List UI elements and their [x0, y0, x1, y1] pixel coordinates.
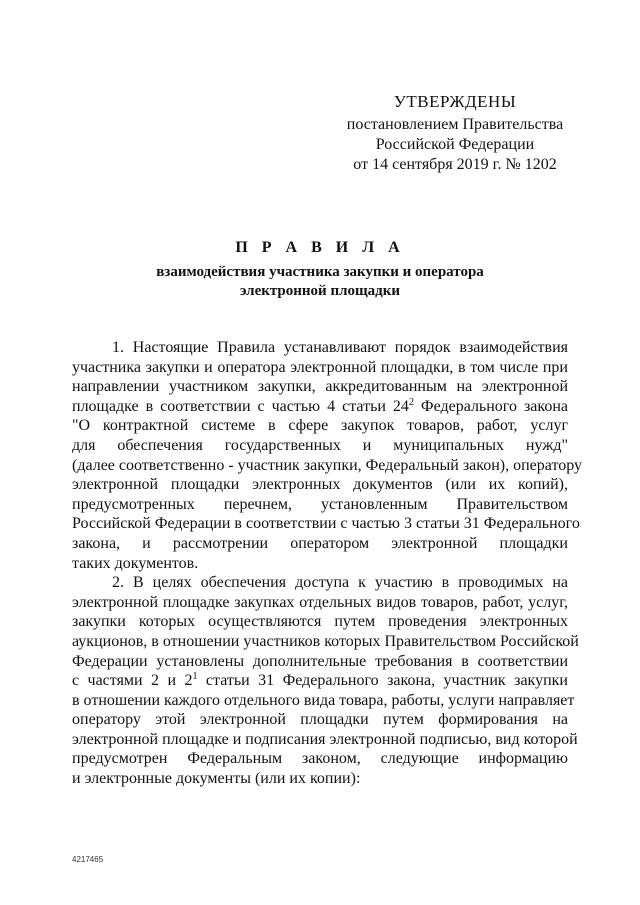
paragraph-2-text: с частями 2 и 2	[72, 672, 193, 690]
paragraph-2-text: статьи 31 Федерального закона, участник закупки	[197, 672, 568, 690]
paragraph-2-line: электронной площадке и подписания электронной подписью, вид которой	[72, 730, 578, 748]
paragraph-2-line: и электронные документы (или их копии):	[72, 770, 361, 788]
approval-block	[330, 92, 580, 175]
paragraph-2-line: электронной площадке закупках отдельных видов товаров, работ, услуг,	[72, 593, 568, 611]
paragraph-1-line: закона, и рассмотрении оператором электронной площадки	[72, 534, 568, 552]
paragraph-1	[72, 338, 583, 573]
paragraph-1-line: "О контрактной системе в сфере закупок товаров, работ, услуг	[72, 417, 568, 435]
paragraph-2-line	[72, 671, 568, 691]
approval-line-federation: Российской Федерации	[375, 136, 535, 153]
approval-line-decree: постановлением Правительства	[346, 116, 564, 133]
paragraph-1-text: Федерального закона	[413, 397, 568, 415]
paragraph-2-line: оператору этой электронной площадки путем формирования на	[72, 711, 568, 729]
document-title: П Р А В И Л А	[235, 239, 405, 256]
document-title-block	[72, 238, 568, 301]
part-superscript: 1	[192, 671, 198, 683]
document-id-footer: 4217465	[72, 855, 104, 864]
approved-heading: УТВЕРЖДЕНЫ	[393, 92, 517, 111]
paragraph-1-line: таких документов.	[72, 554, 199, 572]
paragraph-2-line: 2. В целях обеспечения доступа к участию в проводимых на	[112, 574, 568, 592]
document-subtitle-line-1: взаимодействия участника закупки и оператора	[156, 264, 484, 280]
paragraph-2	[72, 573, 579, 789]
paragraph-2-line: в отношении каждого отдельного вида товара, работы, услуги направляет	[72, 691, 575, 709]
paragraph-2-line: предусмотрен Федеральным законом, следующие информацию	[72, 750, 568, 768]
paragraph-2-line: закупки которых осуществляются путем проведения электронных	[72, 613, 568, 631]
paragraph-1-line: электронной площадки электронных документов (или их копий),	[72, 476, 568, 494]
paragraph-1-text: площадке в соответствии с частью 4 статьи 24	[72, 397, 409, 415]
paragraph-1-line	[72, 397, 568, 417]
approval-line-date-number: от 14 сентября 2019 г. № 1202	[353, 156, 557, 173]
article-superscript: 2	[408, 396, 414, 408]
paragraph-2-line: Федерации установлены дополнительные требования в соответствии	[72, 652, 568, 670]
paragraph-1-line: (далее соответственно - участник закупки, Федеральный закон), оператору	[72, 456, 583, 474]
paragraph-2-line: аукционов, в отношении участников которых Правительством Российской	[72, 632, 579, 650]
paragraph-1-line: Российской Федерации в соответствии с частью 3 статьи 31 Федерального	[72, 515, 580, 533]
paragraph-1-line: участника закупки и оператора электронной площадки, в том числе при	[72, 358, 568, 376]
paragraph-1-line: 1. Настоящие Правила устанавливают порядок взаимодействия	[112, 339, 568, 356]
document-body	[72, 338, 583, 789]
paragraph-1-line: направлении участником закупки, аккредитованным на электронной	[72, 378, 568, 396]
paragraph-1-line: предусмотренных перечнем, установленным Правительством	[72, 495, 568, 513]
document-subtitle-line-2: электронной площадки	[239, 283, 401, 299]
paragraph-1-line: для обеспечения государственных и муниципальных нужд"	[72, 436, 568, 454]
